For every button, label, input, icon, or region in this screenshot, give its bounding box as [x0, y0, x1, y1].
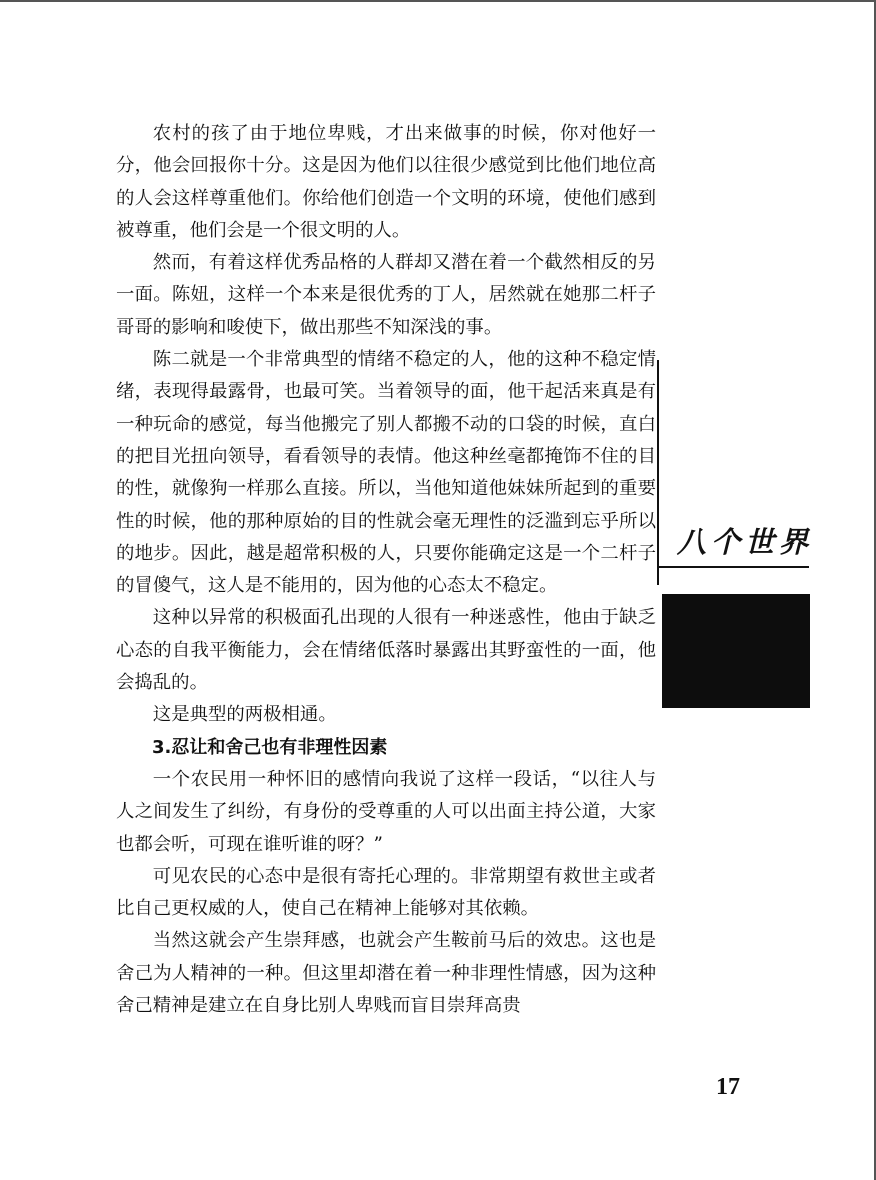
- chapter-tab-block: [662, 594, 810, 708]
- margin-vertical-rule: [657, 360, 659, 585]
- paragraph: 这种以异常的积极面孔出现的人很有一种迷惑性，他由于缺乏心态的自我平衡能力，会在情绪低落时暴露出其野蛮性的一面，他会捣乱的。: [116, 607, 656, 694]
- paragraph: 陈二就是一个非常典型的情绪不稳定的人，他的这种不稳定情绪，表现得最露骨，也最可笑。当着领导的面，他干起活来真是有一种玩命的感觉，每当他搬完了别人都搬不动的口袋的时候，直白的把目光扭向领导，看看领导的表情。他这种丝毫都掩饰不住的目的性，就像狗一样那么直接。所以，当他知道他妹妹所起到的重要性的时候，他的那种原始的目的性就会毫无理性的泛滥到忘乎所以的地步。因此，越是超常积极的人，只要你能确定这是一个二杆子的冒傻气，这人是不能用的，因为他的心态太不稳定。: [116, 349, 656, 597]
- paragraph: 然而，有着这样优秀品格的人群却又潜在着一个截然相反的另一面。陈妞，这样一个本来是很优秀的丁人，居然就在她那二杆子哥哥的影响和唆使下，做出那些不知深浅的事。: [116, 252, 656, 338]
- paragraph: 可见农民的心态中是很有寄托心理的。非常期望有救世主或者比自己更权威的人，使自己在精神上能够对其依赖。: [116, 865, 656, 920]
- running-section-title: 八个世界: [677, 525, 814, 559]
- body-text: [116, 118, 656, 1022]
- paragraph: 农村的孩了由于地位卑贱，才出来做事的时候，你对他好一分，他会回报你十分。这是因为他们以往很少感觉到比他们地位高的人会这样尊重他们。你给他们创造一个文明的环境，使他们感到被尊重，他们会是一个很文明的人。: [116, 123, 656, 241]
- paragraph: 当然这就会产生崇拜感，也就会产生鞍前马后的效忠。这也是舍己为人精神的一种。但这里却潜在着一种非理性情感，因为这种舍己精神是建立在自身比别人卑贱而盲目崇拜高贵: [116, 930, 656, 1017]
- margin-horizontal-rule: [657, 566, 809, 568]
- paragraph: 一个农民用一种怀旧的感情向我说了这样一段话，“以往人与人之间发生了纠纷，有身份的受尊重的人可以出面主持公道，大家也都会听，可现在谁听谁的呀？”: [116, 768, 656, 855]
- section-heading: 3.忍让和舍己也有非理性因素: [152, 736, 388, 758]
- page-border-top: [0, 0, 876, 2]
- paragraph: 这是典型的两极相通。: [152, 704, 337, 726]
- page-number: 17: [716, 1074, 740, 1100]
